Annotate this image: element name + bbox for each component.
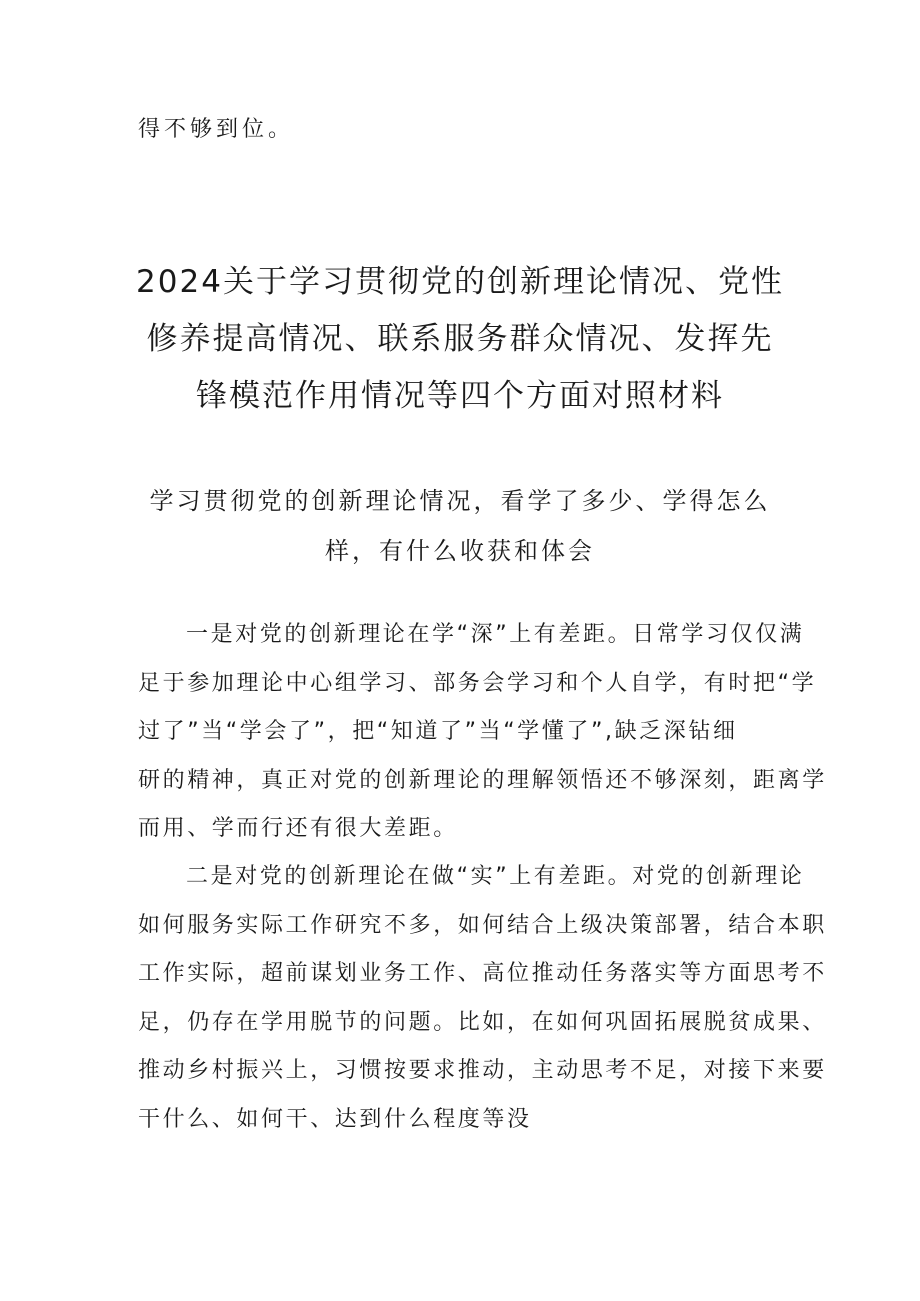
paragraph-line: 足于参加理论中心组学习、部务会学习和个人自学，有时把“学 — [138, 670, 817, 696]
section-heading-line: 样，有什么收获和体会 — [325, 537, 595, 565]
section-heading — [140, 476, 780, 576]
paragraph-line: 干什么、如何干、达到什么程度等没 — [138, 1106, 532, 1132]
section-heading-line: 学习贯彻党的创新理论情况，看学了多少、学得怎么 — [149, 487, 771, 515]
paragraph-line: 推动乡村振兴上，习惯按要求推动，主动思考不足，对接下来要 — [138, 1058, 827, 1083]
document-title — [110, 254, 810, 425]
title-line: 修养提高情况、联系服务群众情况、发挥先 — [146, 321, 774, 357]
paragraph-2 — [138, 853, 827, 1144]
carry-over-text: 得不够到位。 — [138, 117, 295, 142]
paragraph-line: 研的精神，真正对党的创新理论的理解领悟还不够深刻，距离学 — [138, 767, 827, 793]
paragraph-line: 如何服务实际工作研究不多，如何结合上级决策部署，结合本职 — [138, 912, 827, 938]
paragraph-line: 过了”当“学会了”，把“知道了”当“学懂了”,缺乏深钻细 — [138, 719, 738, 744]
paragraph-line: 二是对党的创新理论在做“实”上有差距。对党的创新理论 — [186, 864, 805, 889]
paragraph-line: 足，仍存在学用脱节的问题。比如，在如何巩固拓展脱贫成果、 — [138, 1009, 827, 1035]
paragraph-line: 而用、学而行还有很大差距。 — [138, 816, 458, 841]
title-line: 锋模范作用情况等四个方面对照材料 — [196, 378, 724, 414]
paragraph-line: 一是对党的创新理论在学“深”上有差距。日常学习仅仅满 — [186, 622, 805, 647]
paragraph-line: 工作实际，超前谋划业务工作、高位推动任务落实等方面思考不 — [138, 961, 827, 986]
title-line: 2024关于学习贯彻党的创新理论情况、党性 — [136, 264, 784, 300]
paragraph-1 — [138, 611, 827, 854]
